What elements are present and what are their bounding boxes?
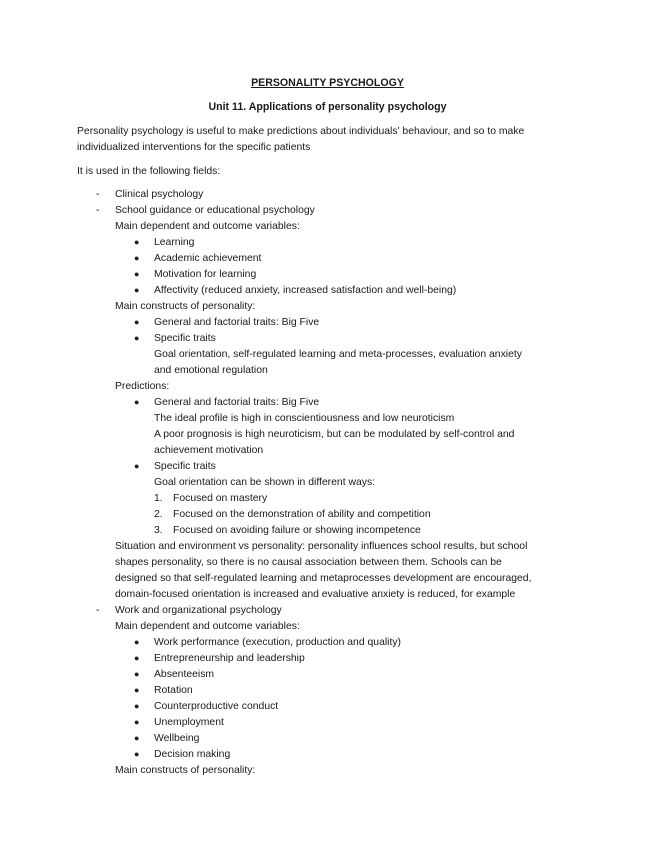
- fields-list: [77, 187, 577, 779]
- situation-line: Situation and environment vs personality: personality influences school results, but school: [115, 541, 528, 552]
- list-item: ● Entrepreneurship and leadership: [77, 651, 577, 667]
- unit-heading: Unit 11. Applications of personality psychology: [208, 101, 447, 113]
- bullet-marker: ●: [134, 237, 140, 247]
- bullet-marker: ●: [134, 701, 140, 711]
- list-item: ● Unemployment: [77, 715, 577, 731]
- list-item: ● Motivation for learning: [77, 267, 577, 283]
- numbered-item: 1. Focused on mastery: [77, 491, 577, 507]
- number-marker: 2.: [154, 509, 163, 520]
- list-item: ● Decision making: [77, 747, 577, 763]
- document-title: PERSONALITY PSYCHOLOGY: [251, 77, 404, 89]
- list-item: ● Specific traits: [77, 331, 577, 347]
- section-label: Main dependent and outcome variables:: [115, 621, 300, 632]
- field-label: Work and organizational psychology: [115, 605, 282, 616]
- numbered-item: 3. Focused on avoiding failure or showing incompetence: [77, 523, 577, 539]
- field-label: School guidance or educational psychology: [115, 205, 315, 216]
- numbered-item: 2. Focused on the demonstration of ability and competition: [77, 507, 577, 523]
- detail-line: Goal orientation can be shown in different ways:: [154, 477, 376, 488]
- bullet-marker: ●: [134, 253, 140, 263]
- list-item: ● Specific traits: [77, 459, 577, 475]
- list-item: ● General and factorial traits: Big Five: [77, 315, 577, 331]
- bullet-marker: ●: [134, 669, 140, 679]
- list-item: ● Rotation: [77, 683, 577, 699]
- number-marker: 1.: [154, 493, 163, 504]
- dash-marker: -: [96, 605, 100, 616]
- bullet-marker: ●: [134, 717, 140, 727]
- situation-line: domain-focused orientation is increased and evaluative anxiety is reduced, for example: [115, 589, 516, 600]
- intro-line: individualized interventions for the specific patients: [77, 142, 311, 153]
- list-item: ● General and factorial traits: Big Five: [77, 395, 577, 411]
- bullet-marker: ●: [134, 397, 140, 407]
- section-label: Predictions:: [115, 381, 170, 392]
- bullet-marker: ●: [134, 749, 140, 759]
- section-label: Main dependent and outcome variables:: [115, 221, 300, 232]
- bullet-marker: ●: [134, 269, 140, 279]
- detail-line: and emotional regulation: [154, 365, 268, 376]
- number-marker: 3.: [154, 525, 163, 536]
- bullet-marker: ●: [134, 333, 140, 343]
- list-item: ● Counterproductive conduct: [77, 699, 577, 715]
- list-item: ● Absenteeism: [77, 667, 577, 683]
- detail-line: A poor prognosis is high neuroticism, but can be modulated by self-control and: [154, 429, 515, 440]
- intro-paragraph: [77, 124, 577, 156]
- bullet-marker: ●: [134, 285, 140, 295]
- situation-line: designed so that self-regulated learning and metaprocesses development are encouraged,: [115, 573, 532, 584]
- field-label: Clinical psychology: [115, 189, 204, 200]
- bullet-marker: ●: [134, 733, 140, 743]
- bullet-marker: ●: [134, 653, 140, 663]
- section-label: Main constructs of personality:: [115, 301, 256, 312]
- field-item-clinical: [77, 187, 577, 203]
- bullet-marker: ●: [134, 317, 140, 327]
- bullet-marker: ●: [134, 685, 140, 695]
- bullet-marker: ●: [134, 461, 140, 471]
- detail-line: achievement motivation: [154, 445, 264, 456]
- list-item: ● Wellbeing: [77, 731, 577, 747]
- dash-marker: -: [96, 189, 100, 200]
- bullet-marker: ●: [134, 637, 140, 647]
- intro-line: Personality psychology is useful to make predictions about individuals' behaviour, and so to make: [77, 126, 525, 137]
- list-item: ● Work performance (execution, production and quality): [77, 635, 577, 651]
- dash-marker: -: [96, 205, 100, 216]
- fields-intro: It is used in the following fields:: [77, 166, 221, 177]
- list-item: ● Learning: [77, 235, 577, 251]
- detail-line: The ideal profile is high in conscientiousness and low neuroticism: [154, 413, 455, 424]
- situation-line: shapes personality, so there is no causal association between them. Schools can be: [115, 557, 502, 568]
- field-item-work: [77, 603, 577, 619]
- detail-line: Goal orientation, self-regulated learning and meta-processes, evaluation anxiety: [154, 349, 522, 360]
- section-label: Main constructs of personality:: [115, 765, 256, 776]
- field-item-school: [77, 203, 577, 219]
- list-item: ● Academic achievement: [77, 251, 577, 267]
- list-item: ● Affectivity (reduced anxiety, increased satisfaction and well-being): [77, 283, 577, 299]
